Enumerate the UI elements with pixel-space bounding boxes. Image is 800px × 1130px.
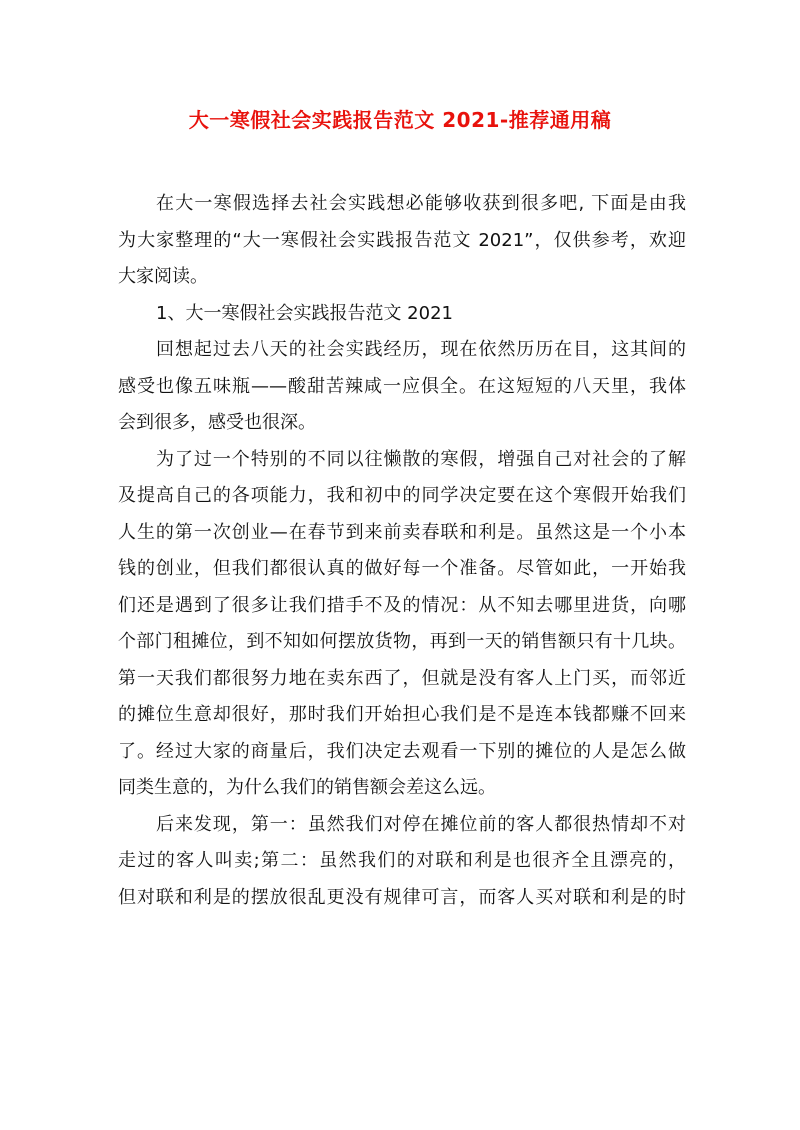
paragraph-line: 会到很多，感受也很深。: [118, 412, 316, 433]
section-heading: 1、大一寒假社会实践报告范文 2021: [156, 302, 453, 324]
paragraph-line: 个部门租摊位，到不知如何摆放货物，再到一天的销售额只有十几块。: [118, 631, 686, 652]
paragraph-line: 们还是遇到了很多让我们措手不及的情况：从不知去哪里进货，向哪: [118, 594, 686, 616]
paragraph-line: 回想起过去八天的社会实践经历，现在依然历历在目，这其间的: [156, 339, 686, 360]
paragraph-line: 为了过一个特别的不同以往懒散的寒假，增强自己对社会的了解: [156, 448, 686, 470]
paragraph-line: 但对联和利是的摆放很乱更没有规律可言，而客人买对联和利是的时: [118, 886, 686, 908]
paragraph-line: 的摊位生意却很好，那时我们开始担心我们是不是连本钱都赚不回来: [118, 704, 686, 725]
paragraph-line: 了。经过大家的商量后，我们决定去观看一下别的摊位的人是怎么做: [118, 740, 686, 762]
document-title: 大一寒假社会实践报告范文 2021-推荐通用稿: [188, 108, 612, 132]
paragraph-line: 在大一寒假选择去社会实践想必能够收获到很多吧, 下面是由我: [156, 193, 686, 214]
paragraph-line: 及提高自己的各项能力，我和初中的同学决定要在这个寒假开始我们: [118, 485, 686, 506]
paragraph-line: 感受也像五味瓶——酸甜苦辣咸一应俱全。在这短短的八天里，我体: [118, 375, 686, 397]
paragraph-line: 人生的第一次创业—在春节到来前卖春联和利是。虽然这是一个小本: [118, 521, 686, 543]
paragraph-line: 大家阅读。: [118, 266, 208, 287]
paragraph-line: 为大家整理的“大一寒假社会实践报告范文 2021”，仅供参考，欢迎: [118, 229, 686, 251]
paragraph-line: 同类生意的，为什么我们的销售额会差这么远。: [118, 777, 496, 798]
paragraph-line: 第一天我们都很努力地在卖东西了，但就是没有客人上门买，而邻近: [118, 667, 686, 689]
paragraph-line: 后来发现，第一：虽然我们对停在摊位前的客人都很热情却不对: [156, 813, 686, 835]
paragraph-line: 钱的创业，但我们都很认真的做好每一个准备。尽管如此，一开始我: [118, 558, 686, 579]
document-body: [118, 186, 686, 916]
paragraph-line: 走过的客人叫卖;第二：虽然我们的对联和利是也很齐全且漂亮的，: [118, 850, 686, 871]
